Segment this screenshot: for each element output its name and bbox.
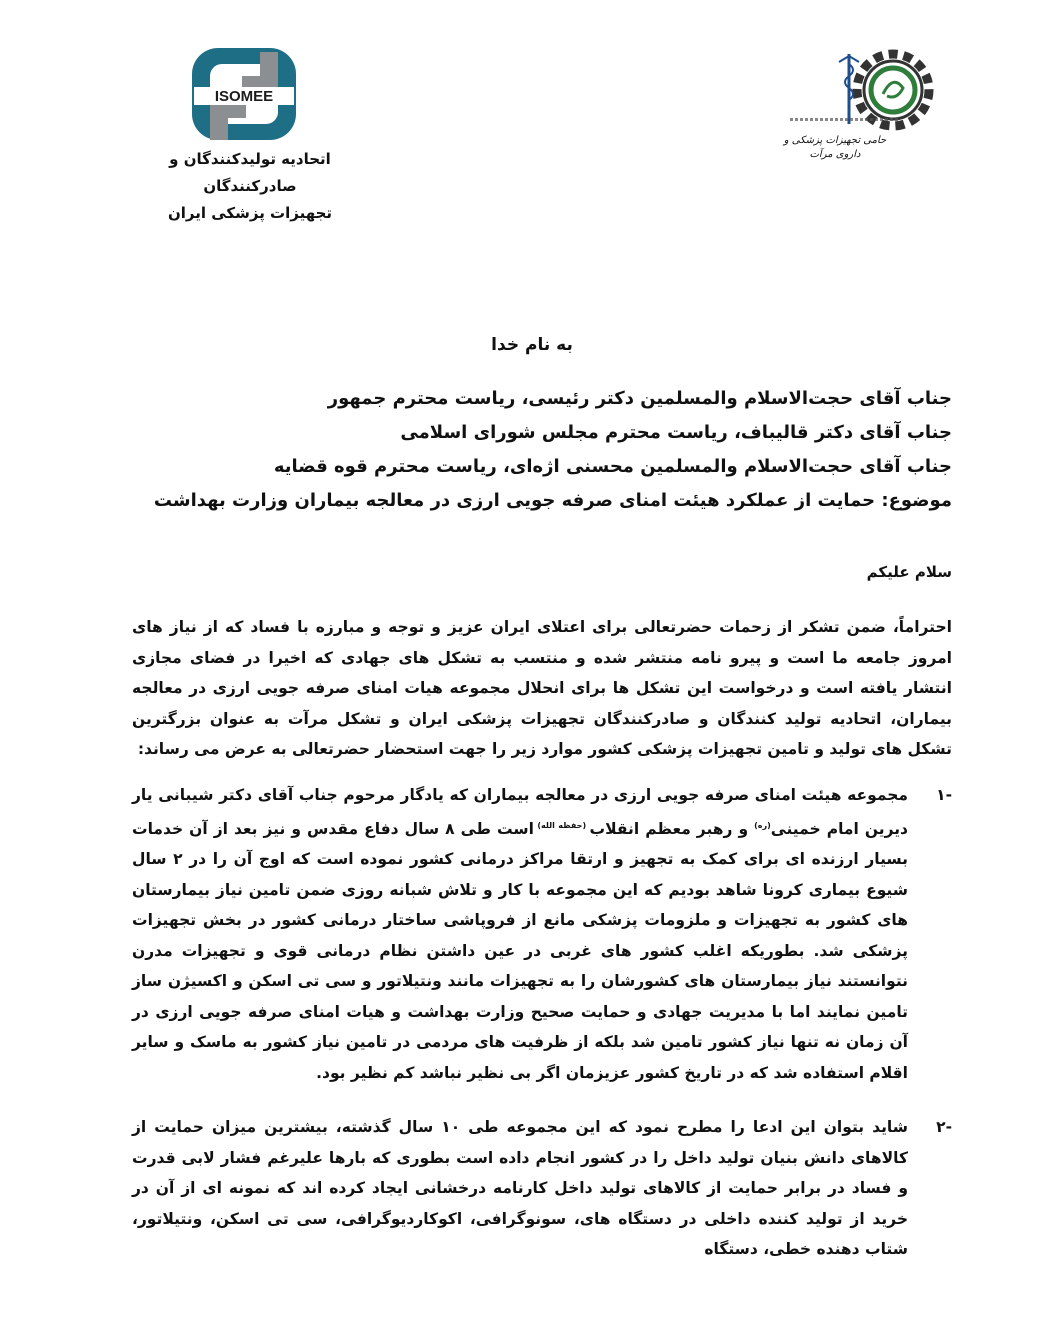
honorific-superscript: (ره) [754,820,771,830]
list-item-number: -۲ [936,1118,952,1136]
list-item-text-part: و رهبر معظم انقلاب [589,819,755,838]
addressee-judiciary: جناب آقای حجت‌الاسلام والمسلمین محسنی اژه‌ای، ریاست محترم قوه قضایه [273,456,952,477]
list-item [132,1112,952,1265]
isomee-caption-line1: اتحادیه تولیدکنندگان و صادرکنندگان [169,150,331,195]
list-item [132,780,952,1088]
bismillah-heading: به نام خدا [491,335,573,355]
mirat-green-ring [871,68,915,112]
subject-line: موضوع: حمایت از عملکرد هیئت امنای صرفه جویی ارزی در معالجه بیماران وزارت بهداشت [153,490,952,511]
isomee-caption-line2: تجهیزات پزشکی ایران [167,204,333,222]
mirat-caption: حامی تجهیزات پزشکی و داروی مرآت [783,135,887,160]
isomee-logo-icon [180,42,308,147]
addressee-block [132,382,952,518]
honorific-superscript: (حفظه الله) [533,820,590,830]
list-item-text: شاید بتوان این ادعا را مطرح نمود که این مجموعه طی ۱۰ سال گذشته، بیشترین میزان حمایت از کالاهای دانش بنیان تولید داخل را در کشور انجام داده است بطوری که بارها علیرغم فشار لابی قدرت و فساد در برابر حمایت از کالاهای تولید داخل کارنامه درخشانی ایجاد کرده اند که نمونه ای از آن در خرید از تولید کننده داخلی در دستگاه های، سونوگرافی، اکوکاردیوگرافی، سی تی اسکن، ونتیلاتور، شتاب دهنده خطی، دستگاه [132,1118,908,1258]
isomee-wordmark: ISOMEE [214,88,274,105]
isomee-caption [120,146,380,227]
list-item-text-part: است طی ۸ سال دفاع مقدس و نیز بعد از آن خدمات بسیار ارزنده ای برای کمک به تجهیز و ارتقا مراکز درمانی کشور نموده است که اوج آن را در ۲ سال شیوع بیماری کرونا شاهد بودیم که این مجموعه با کار و تلاش شبانه روزی ضمن تامین نیاز بیمارستان های کشور به تجهیزات و ملزومات پزشکی مانع از فروپاشی ساختار درمانی کشور در بخش تجهیزات پزشکی شد. بطوریکه اغلب کشور های غربی در عین داشتن نظام درمانی قوی و تجهیزات مدرن نتوانستند نیاز بیمارستان های کشورشان را به تجهیزات مانند ونتیلاتور و سی تی اسکن و اکسیژن ساز تامین نمایند اما با مدیریت جهادی و حمایت صحیح وزارت بهداشت و هیات امنای صرفه جویی ارزی در آن زمان نه تنها نیاز کشور تامین شد بلکه از ظرفیت های مردمی در تامین نیاز کشور به ماسک و سایر اقلام استفاده شد که در تاریخ کشور عزیزمان اگر بی نظیر نباشد کم نظیر بود. [132,819,908,1082]
list-item-number: -۱ [936,786,952,804]
mirat-logo-icon [835,44,943,136]
intro-paragraph: احتراماً، ضمن تشکر از زحمات حضرتعالی برای اعتلای ایران عزیز و توجه و مبارزه با فساد که از نیاز های امروز جامعه ما است و پیرو نامه منتشر شده و منتسب به تشکل های جهادی که اخیرا در فضای مجازی انتشار یافته است و درخواست این تشکل ها برای انحلال مجموعه هیات امنای صرفه جویی ارزی در معالجه بیماران، اتحادیه تولید کنندگان و صادرکنندگان تجهیزات پزشکی ایران و تشکل مرآت به عنوان بزرگترین تشکل های تولید و تامین تجهیزات پزشکی کشور موارد زیر را جهت استحضار حضرتعالی به عرض می رساند: [132,618,952,758]
list-item-text-part: مجموعه هیئت امنای صرفه جویی ارزی در معالجه بیماران که یادگار مرحوم جناب آقای دکتر شیبانی یار دیرین امام خمینی [132,786,909,838]
addressee-president: جناب آقای حجت‌الاسلام والمسلمین دکتر رئیسی، ریاست محترم جمهور [327,388,952,409]
greeting: سلام علیکم [866,563,952,581]
addressee-parliament: جناب آقای دکتر قالیباف، ریاست محترم مجلس شورای اسلامی [400,422,952,443]
list-item-text [132,780,908,1088]
mirat-microtext [790,118,900,121]
